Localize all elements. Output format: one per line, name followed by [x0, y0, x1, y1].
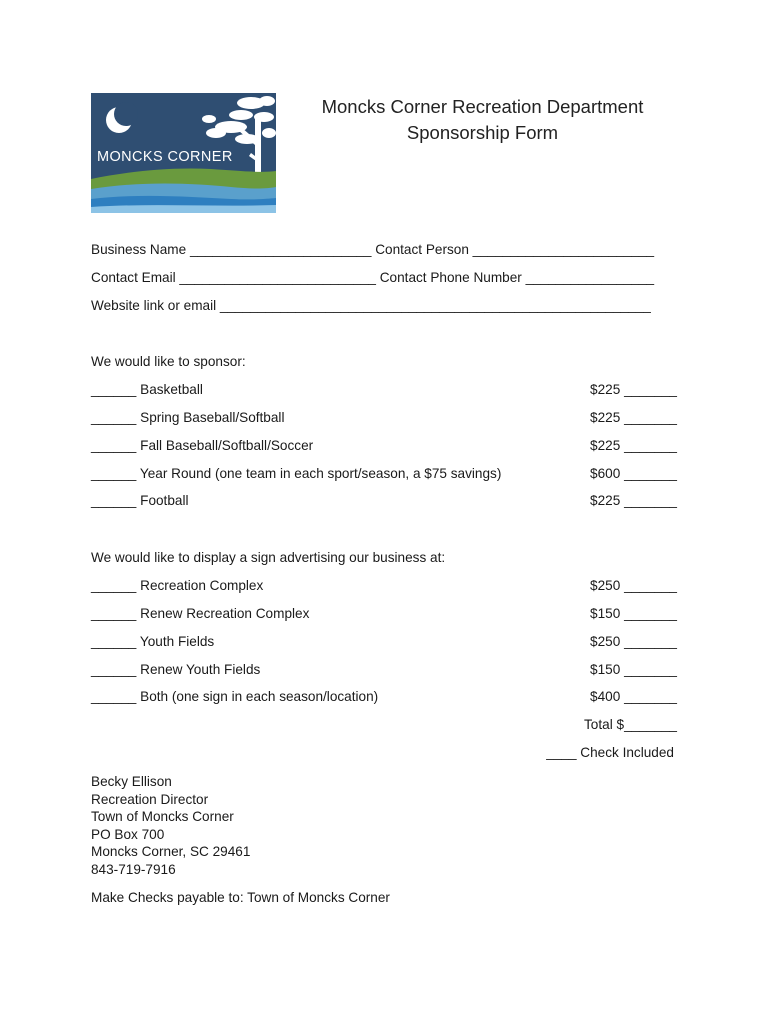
- sponsor-price-year-round[interactable]: $600 _______: [590, 466, 677, 481]
- sponsor-heading: We would like to sponsor:: [91, 354, 246, 369]
- business-name-contact-person-field[interactable]: Business Name ________________________ Contact Person ________________________: [91, 242, 655, 257]
- sponsor-price-spring-baseball[interactable]: $225 _______: [590, 410, 677, 425]
- contact-role: Recreation Director: [91, 791, 209, 807]
- sponsor-price-fall-sports[interactable]: $225 _______: [590, 438, 677, 453]
- sign-price-renew-recreation-complex[interactable]: $150 _______: [590, 606, 677, 621]
- sponsor-item-fall-sports[interactable]: ______ Fall Baseball/Softball/Soccer: [91, 438, 314, 453]
- logo-text: MONCKS CORNER: [97, 149, 233, 165]
- sign-price-both[interactable]: $400 _______: [590, 689, 677, 704]
- sponsor-item-football[interactable]: ______ Football: [91, 493, 189, 508]
- contact-address-block: [91, 773, 250, 879]
- sponsor-price-football[interactable]: $225 _______: [590, 493, 677, 508]
- form-title: [290, 94, 675, 146]
- contact-org: Town of Moncks Corner: [91, 809, 234, 825]
- contact-email-phone-field[interactable]: Contact Email __________________________ Contact Phone Number _________________: [91, 270, 655, 285]
- check-included-field[interactable]: ____ Check Included: [546, 745, 674, 760]
- sign-price-renew-youth-fields[interactable]: $150 _______: [590, 662, 677, 677]
- moncks-corner-logo: [91, 93, 276, 213]
- sign-item-youth-fields[interactable]: ______ Youth Fields: [91, 634, 215, 649]
- title-line-1: Moncks Corner Recreation Department: [321, 96, 644, 117]
- contact-po-box: PO Box 700: [91, 826, 165, 842]
- contact-phone: 843-719-7916: [91, 861, 176, 877]
- title-line-2: Sponsorship Form: [406, 122, 559, 143]
- sign-price-youth-fields[interactable]: $250 _______: [590, 634, 677, 649]
- website-field[interactable]: Website link or email _________________________________________________________: [91, 298, 651, 313]
- payable-note: Make Checks payable to: Town of Moncks Corner: [91, 890, 390, 905]
- sign-heading: We would like to display a sign advertising our business at:: [91, 550, 446, 565]
- sponsor-item-basketball[interactable]: ______ Basketball: [91, 382, 203, 397]
- contact-city: Moncks Corner, SC 29461: [91, 844, 251, 860]
- sign-item-both[interactable]: ______ Both (one sign in each season/location): [91, 689, 379, 704]
- sign-item-recreation-complex[interactable]: ______ Recreation Complex: [91, 578, 264, 593]
- sign-item-renew-recreation-complex[interactable]: ______ Renew Recreation Complex: [91, 606, 310, 621]
- sign-item-renew-youth-fields[interactable]: ______ Renew Youth Fields: [91, 662, 261, 677]
- sponsor-item-spring-baseball[interactable]: ______ Spring Baseball/Softball: [91, 410, 285, 425]
- contact-name: Becky Ellison: [91, 774, 172, 789]
- sponsor-item-year-round[interactable]: ______ Year Round (one team in each sport/season, a $75 savings): [91, 466, 502, 481]
- sponsor-price-basketball[interactable]: $225 _______: [590, 382, 677, 397]
- sign-price-recreation-complex[interactable]: $250 _______: [590, 578, 677, 593]
- total-field[interactable]: Total $_______: [584, 717, 677, 732]
